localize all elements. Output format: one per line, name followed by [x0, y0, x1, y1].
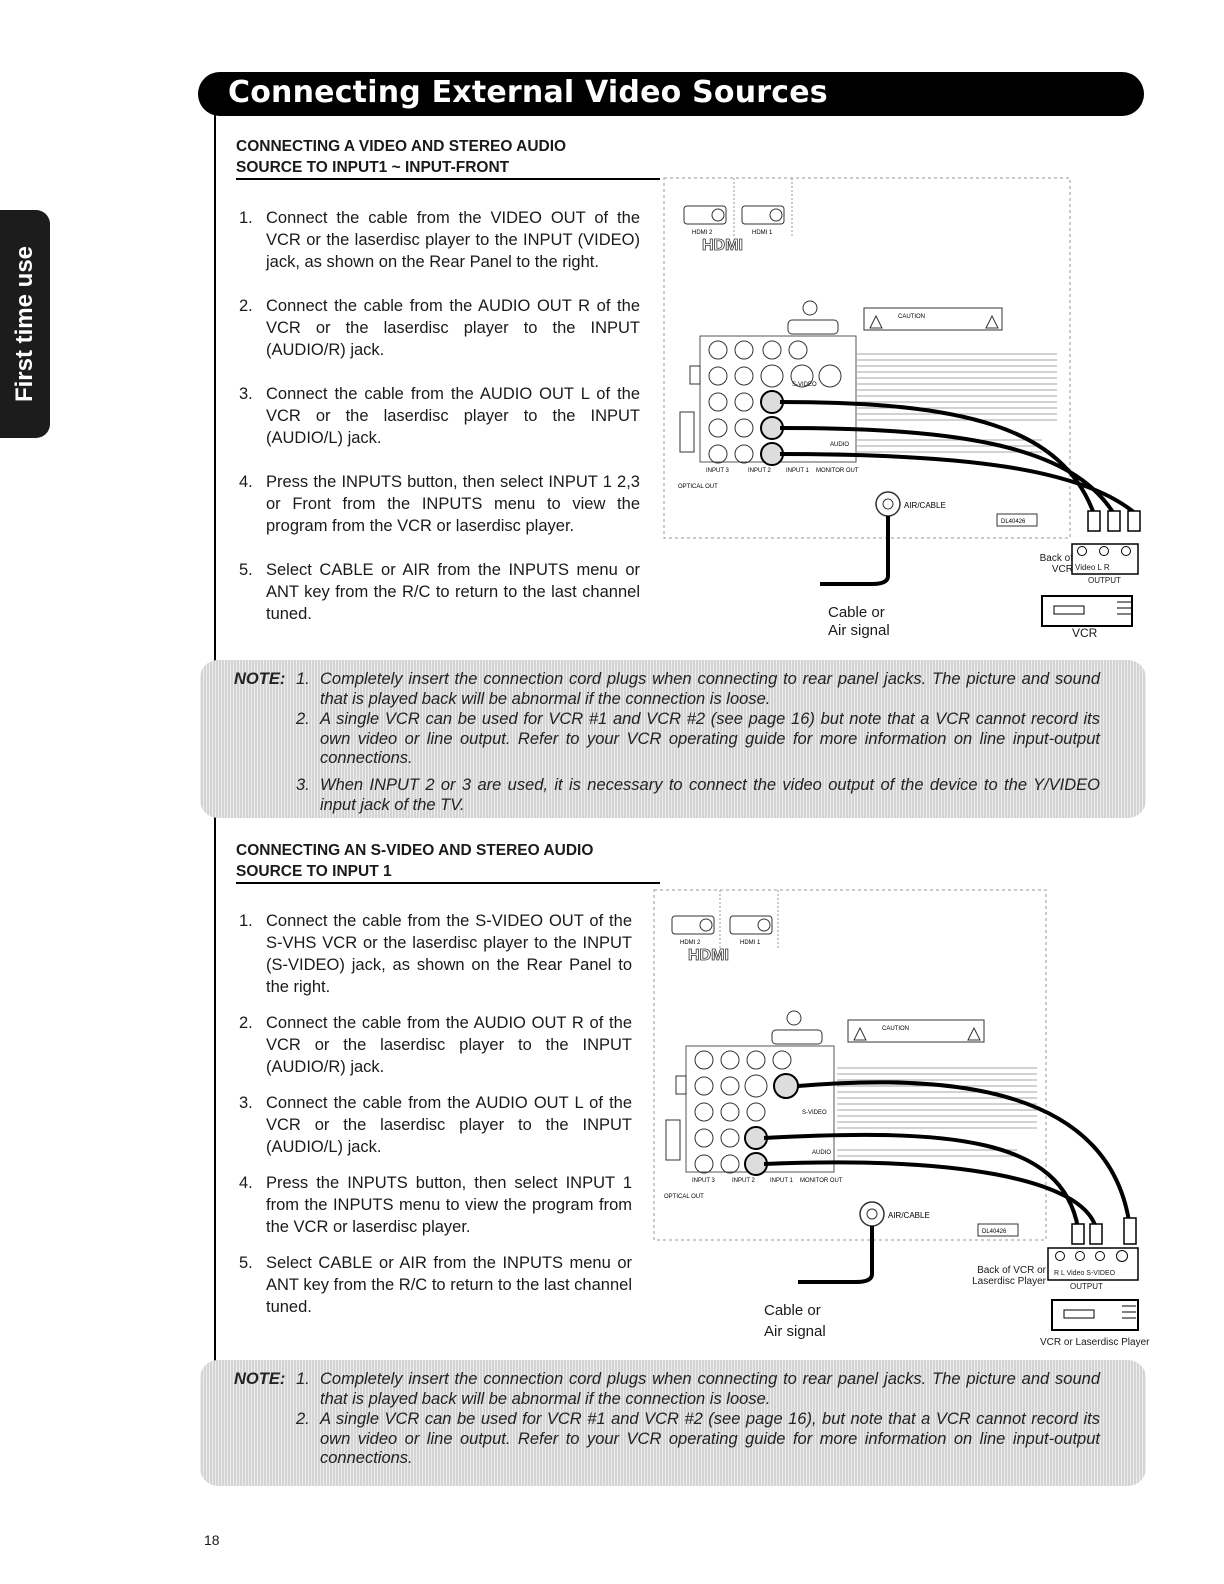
svideo-jack-label: S-VIDEO — [792, 382, 817, 388]
optical-out-label: OPTICAL OUT — [664, 1194, 704, 1200]
note-item — [296, 776, 1100, 815]
note-label: NOTE: — [234, 670, 286, 688]
note-box-2 — [200, 1360, 1146, 1486]
input1-label: INPUT 1 — [770, 1178, 793, 1184]
note-item — [296, 670, 1100, 709]
list-item — [236, 559, 640, 625]
step-number: 4. — [239, 1174, 253, 1192]
list-item — [236, 1012, 632, 1078]
cable-caption-line1: Cable or — [764, 1302, 821, 1319]
note-box-1 — [200, 660, 1146, 818]
note-item — [296, 710, 1100, 769]
note-item-text: Completely insert the connection cord plugs when connecting to rear panel jacks. The picture and sound that is played back will be abnormal if the connection is loose. — [320, 670, 1100, 708]
cable-caption-line2: Air signal — [828, 622, 890, 639]
rca-plug-icon — [1088, 511, 1140, 531]
caution-label-box — [848, 1020, 984, 1042]
back-of-vcr-label — [962, 1265, 1046, 1287]
back-of-vcr-label — [1031, 553, 1073, 575]
section2-heading-line2: SOURCE TO INPUT 1 — [236, 863, 392, 880]
rear-panel-diagram-2 — [652, 888, 1142, 1348]
optical-out-label: OPTICAL OUT — [678, 484, 718, 490]
note-item — [296, 1410, 1100, 1469]
input2-label: INPUT 2 — [732, 1178, 755, 1184]
section1-steps — [236, 207, 640, 625]
note-item-text: When INPUT 2 or 3 are used, it is necessary to connect the video output of the device to the Y/VIDEO input jack of the TV. — [320, 776, 1100, 814]
air-cable-label: AIR/CABLE — [904, 501, 946, 510]
step-text: Connect the cable from the VIDEO OUT of the VCR or the laserdisc player to the INPUT (VIDEO) jack, as shown on the Rear Panel to the right. — [266, 209, 640, 271]
side-tab — [0, 210, 50, 438]
hdmi1-label: HDMI 1 — [740, 940, 761, 946]
model-label: DL40426 — [1001, 519, 1026, 525]
step-number: 5. — [239, 1254, 253, 1272]
list-item — [236, 295, 640, 361]
note-label: NOTE: — [234, 1370, 286, 1388]
note-item — [296, 1370, 1100, 1409]
vcr-device-label: VCR or Laserdisc Player — [1040, 1337, 1150, 1348]
back-of-label-line2: VCR — [1051, 564, 1073, 575]
list-item — [236, 910, 632, 998]
rgb-port-icon — [788, 320, 838, 334]
list-item — [236, 207, 640, 273]
list-item — [236, 383, 640, 449]
note-item-number: 3. — [296, 776, 310, 794]
hdmi-logo: HDMI — [702, 237, 743, 254]
section2-heading-line1: CONNECTING AN S-VIDEO AND STEREO AUDIO — [236, 842, 594, 859]
cable-caption-line2: Air signal — [764, 1323, 826, 1340]
step-text: Connect the cable from the AUDIO OUT R of the VCR or the laserdisc player to the INPUT (AUDIO/R) jack. — [266, 1014, 632, 1076]
antenna-jack-center-icon — [883, 499, 893, 509]
step-text: Select CABLE or AIR from the INPUTS menu or ANT key from the R/C to return to the last channel tuned. — [266, 1254, 632, 1316]
warning-icon — [986, 316, 998, 328]
model-label: DL40426 — [982, 1229, 1007, 1235]
antenna-cable — [820, 516, 888, 584]
antenna-jack-center-icon — [867, 1209, 877, 1219]
audio-jack-label: AUDIO — [812, 1150, 832, 1156]
page-title: Connecting External Video Sources — [228, 75, 828, 110]
cable-caption-2 — [764, 1300, 826, 1342]
back-of-label-line2: Laserdisc Player — [972, 1276, 1046, 1287]
av-cable — [780, 402, 1136, 514]
rear-panel-diagram-1 — [662, 176, 1142, 646]
hdmi1-label: HDMI 1 — [752, 230, 773, 236]
rca-plug-icon — [1072, 1218, 1136, 1244]
note-item-number: 2. — [296, 1410, 310, 1428]
page-number: 18 — [204, 1532, 220, 1548]
caution-text: CAUTION — [882, 1026, 909, 1032]
vcr-device-icon — [1052, 1300, 1138, 1330]
vcr-jack-label: R L Video S-VIDEO — [1054, 1270, 1116, 1277]
list-item — [236, 1092, 632, 1158]
antenna-jack-icon — [876, 492, 900, 516]
svideo-jack-label: S-VIDEO — [802, 1110, 827, 1116]
warning-icon — [854, 1028, 866, 1040]
note-item-number: 1. — [296, 670, 310, 688]
step-text: Connect the cable from the S-VIDEO OUT of the S-VHS VCR or the laserdisc player to the INPUT (S-VIDEO) jack, as shown on the Rear Panel to the right. — [266, 912, 632, 996]
vcr-device-label: VCR — [1072, 626, 1098, 640]
rca-plug-icon — [761, 391, 783, 465]
back-of-label-line1: Back of VCR or — [977, 1265, 1046, 1276]
section1-heading-line2: SOURCE TO INPUT1 ~ INPUT-FRONT — [236, 159, 510, 176]
vcr-output-label: OUTPUT — [1088, 576, 1121, 585]
note-item-text: Completely insert the connection cord plugs when connecting to rear panel jacks. The picture and sound that is played back will be abnormal if the connection is loose. — [320, 1370, 1100, 1408]
step-number: 3. — [239, 385, 253, 403]
list-item — [236, 1252, 632, 1318]
antenna-jack-icon — [860, 1202, 884, 1226]
hdmi-logo: HDMI — [688, 947, 729, 964]
step-number: 3. — [239, 1094, 253, 1112]
vcr-jack-label: Video L R — [1075, 563, 1110, 572]
service-port-icon — [787, 1011, 801, 1025]
input3-label: INPUT 3 — [706, 468, 729, 474]
step-text: Press the INPUTS button, then select INPUT 1 2,3 or Front from the INPUTS menu to view the program from the VCR or laserdisc player. — [266, 473, 640, 535]
air-cable-label: AIR/CABLE — [888, 1211, 930, 1220]
note-item-text: A single VCR can be used for VCR #1 and VCR #2 (see page 16) but note that a VCR cannot record its own video or line output. Refer to your VCR operating guide for more information on line input-output connections. — [320, 710, 1100, 767]
warning-icon — [870, 316, 882, 328]
cable-caption-line1: Cable or — [828, 604, 885, 621]
side-tab-label: First time use — [11, 245, 38, 403]
section2-steps — [236, 910, 632, 1318]
back-of-label-line1: Back of — [1039, 553, 1073, 564]
section1-heading-line1: CONNECTING A VIDEO AND STEREO AUDIO — [236, 138, 567, 155]
cable-caption-1 — [828, 604, 890, 640]
step-number: 4. — [239, 473, 253, 491]
warning-icon — [968, 1028, 980, 1040]
hdmi2-label: HDMI 2 — [680, 940, 701, 946]
section1-heading — [236, 136, 660, 180]
rca-plug-icon — [745, 1074, 798, 1175]
step-number: 2. — [239, 297, 253, 315]
rgb-port-icon — [772, 1030, 822, 1044]
step-number: 5. — [239, 561, 253, 579]
tv-rear-panel-outline — [654, 890, 1046, 1240]
caution-label-box — [864, 308, 1002, 330]
input3-label: INPUT 3 — [692, 1178, 715, 1184]
hdmi2-label: HDMI 2 — [692, 230, 713, 236]
input1-label: INPUT 1 — [786, 468, 809, 474]
step-number: 1. — [239, 912, 253, 930]
vcr-output-label: OUTPUT — [1070, 1282, 1103, 1291]
note-item-number: 1. — [296, 1370, 310, 1388]
tv-rear-panel-outline — [664, 178, 1070, 538]
note-item-number: 2. — [296, 710, 310, 728]
note-item-text: A single VCR can be used for VCR #1 and VCR #2 (see page 16), but note that a VCR cannot record its own video or line output. Refer to your VCR operating guide for more information on line input-output connections. — [320, 1410, 1100, 1467]
step-text: Connect the cable from the AUDIO OUT L of the VCR or the laserdisc player to the INPUT (AUDIO/L) jack. — [266, 385, 640, 447]
list-item — [236, 1172, 632, 1238]
step-text: Connect the cable from the AUDIO OUT L of the VCR or the laserdisc player to the INPUT (AUDIO/L) jack. — [266, 1094, 632, 1156]
hdmi-port-icon — [672, 916, 772, 934]
service-port-icon — [803, 301, 817, 315]
list-item — [236, 471, 640, 537]
monitor-out-label: MONITOR OUT — [816, 468, 859, 474]
step-text: Press the INPUTS button, then select INPUT 1 from the INPUTS menu to view the program from the VCR or laserdisc player. — [266, 1174, 632, 1236]
audio-jack-label: AUDIO — [830, 442, 850, 448]
step-text: Connect the cable from the AUDIO OUT R of the VCR or the laserdisc player to the INPUT (AUDIO/R) jack. — [266, 297, 640, 359]
step-number: 1. — [239, 209, 253, 227]
vcr-device-icon — [1042, 596, 1132, 626]
monitor-out-label: MONITOR OUT — [800, 1178, 843, 1184]
step-number: 2. — [239, 1014, 253, 1032]
caution-text: CAUTION — [898, 314, 925, 320]
antenna-cable — [798, 1226, 872, 1282]
title-bar — [198, 72, 1144, 116]
step-text: Select CABLE or AIR from the INPUTS menu or ANT key from the R/C to return to the last channel tuned. — [266, 561, 640, 623]
section2-heading — [236, 840, 660, 884]
input2-label: INPUT 2 — [748, 468, 771, 474]
